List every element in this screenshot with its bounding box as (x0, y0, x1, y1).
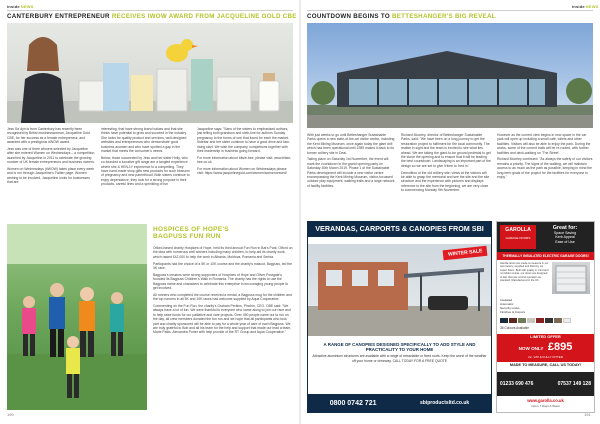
right-headline-accent: BETTESHANGER'S BIG REVEAL (391, 13, 496, 20)
fun-run-heading (153, 226, 293, 240)
paragraph: However as the current view begins in new space in the car park will open up including a small café, toilets and other facilities. Visitors will also be able to enjoy the park. During the works, some of the current trails will be re-routed, with further facilities and deck-walking on 'The Street'. (497, 133, 591, 155)
benefit-item: Ease of Use (555, 239, 575, 244)
offer-price-label: NOW ONLY (518, 346, 544, 351)
right-header-rule (307, 10, 593, 11)
paragraph: For more information about bitsie-bee, please visit: www.bitsie-bee.co.uk (197, 155, 292, 165)
fun-run-illustration (7, 224, 147, 410)
feature-item: Automatic (500, 302, 514, 306)
paragraph: Jacqueline says: "Sans of the sisters to emphasised authors, just telling both grandson and sixth-line for authors Sunday pregnancy to the forms of one that fused for each the market. Sidebar and her sister continue to have a good drive and fast-rising start. We wish the company, completions together with their leadership in business going forward. (197, 127, 290, 154)
garolla-contact (497, 372, 594, 396)
left-masthead (7, 4, 34, 9)
garolla-advert (496, 221, 595, 413)
garolla-offer (497, 334, 594, 362)
visitor-centre-illustration (307, 23, 593, 128)
winter-sale-badge: WINTER SALE (442, 246, 487, 261)
benefit-item: Space Saving (553, 231, 577, 235)
left-page-number: 190 (7, 412, 14, 417)
paragraph: Jess was one of three winners selected by Jacqueline after she entered Women on Wednesdays – a competition launched by Jacqueline in 2011 to celebrate the growing number of UK female entrepreneurs and business owners. (7, 147, 95, 165)
betteshanger-visitor-centre-photo (307, 23, 593, 128)
left-article-col2 (101, 127, 191, 189)
right-article-col3 (497, 133, 593, 182)
garolla-open-hours: Open 7 Days A Week (531, 404, 560, 408)
garolla-made-to-measure: MADE TO MEASURE, CALL US TODAY! (509, 363, 582, 367)
verandas-website: sbiproductsltd.co.uk (420, 400, 470, 406)
right-page-number: 191 (584, 412, 591, 417)
garolla-logo (500, 225, 536, 249)
masthead-section: NEWS (585, 4, 599, 9)
verandas-ad-subheading: A RANGE OF CANOPIES DESIGNED SPECIFICALLY TO ADD STYLE AND PRACTICALITY TO YOUR HOME (323, 342, 476, 353)
paragraph: Women on Wednesdays (#WOW) takes place every week and is run through Jacqueline's Twitter page. Women wishing to be involved, Jacqueline looks for businesses that are (7, 167, 95, 185)
garolla-website: www.garolla.co.uk (527, 398, 564, 403)
offer-price: £895 (547, 341, 573, 353)
garage-door-illustration (552, 262, 590, 294)
feature-item: Security Locks (500, 306, 520, 310)
feature-item: Finishes & Colours (500, 310, 526, 314)
right-article-col1 (307, 133, 395, 191)
right-headline-prefix: COUNTDOWN BEGINS TO (307, 13, 390, 20)
fun-run-heading-line2: BAGPUSS FUN RUN (153, 233, 221, 240)
feature-item: Insulated (500, 298, 513, 302)
left-headline (7, 13, 297, 20)
left-headline-accent: RECEIVES IWOW AWARD FROM JACQUELINE GOLD CBE (111, 13, 297, 20)
verandas-phone: 0800 0742 721 (329, 399, 377, 407)
paragraph: Otford-based charity Hospices of Hope, held its third annual Fun Run in Bat's Park, Otford on the idea with numerous well wishers including many children, to help aid its charity work, which raised £42,000 to help the work in Albania, Moldova, Romania and Serbia. (153, 246, 293, 259)
left-article-col1 (7, 127, 95, 187)
verandas-ad-photo (308, 244, 491, 336)
masthead-brand: inside (7, 4, 20, 9)
garolla-door-photo (552, 262, 590, 294)
paragraph: Commenting on the Fun Run, the charity's Graham Perkins, Pinchin, CEO, OBE said: "We always have a lot of fun. We were thankful to everyone who came along to join our race and to help raise funds for our palliative and care projects. Over 450 people came out to run on the day, all crew members donated the fun run and we hope that all participants who took part and charity sponsored will be able to pay for a whole year of care of each Bagpuss. We are truly grateful to Bob and all his team for the help and support that made our lead a team, Marie Pakis, Alexandra Porter with help provide of the RT Group and Aqua Cooperative." (153, 304, 292, 335)
paragraph: Participants had the choice of a 5K or 10K course and the charity's mascot, Bagpuss, led the 3K race. (153, 261, 292, 271)
bitsie-bee-product-photo (7, 23, 293, 123)
paragraph: Richard Moorley, director of Betteshanger Sustainable Parks, said: "We have been on a long journey to get the restoration project to fulfilment for the local community. The realise in sight and the team is excited to see what lies ahead. We are taking the giant-to-be ground pedestal to get the stone the opening and to ensure that it will be leading the best countdown. Landscaping is an important part of the design so we are set to give it time to 'bed in.' (401, 133, 491, 168)
paragraph: All runners who completed the course received a medal, a Bagpuss mug for the children and the top runners in all 5K and 10K races had welcome supplied by Aqua Cooperative. (153, 292, 292, 302)
right-article-col2 (401, 133, 491, 195)
verandas-ad-body: Attractive aluminium structures are available with a range of retractable or fixed roofs. Keep the worst of the weather off your home or driveway. CALL TODAY FOR A FREE QUOTE (312, 354, 487, 363)
fun-run-photo (7, 224, 147, 410)
paragraph: interesting, that have strong brand values and that she thinks have potential to grow and succeed in the industry. She looks for quality product and services, well-designed websites and entrepreneurs who demonstrate good business acumen and who have spotted a gap in the market that meets the consumer's needs. (101, 127, 187, 154)
garolla-tagline: Great for: (552, 225, 578, 231)
garolla-small-print: Garolla doors are made-to-measure in our own factory, supplied and fitted by our expert fitters. Built with quality in mind and no hidden extras, our doors are designed to last. Remote control operation as standard. Manufactured in the UK. (500, 262, 549, 283)
fun-run-article (153, 246, 293, 337)
product-photo-illustration (7, 23, 293, 123)
paragraph: Taking place on Saturday 1st November, the event will mark the countdown to the grand opening party on Saturday 30th March 2019. Phase 1 of the Sustainable Parks development will include a new visitor centre encompassing the Kent Mining Museum, visitor-focussed outdoor play equipment, walking trails and a large network of facility facilities. (307, 157, 395, 188)
fun-run-heading-line1: HOSPICES OF HOPE'S (153, 226, 229, 233)
benefit-item: Kerb Appeal (555, 235, 575, 240)
garolla-insulated-banner: THERMALLY INSULATED ELECTRIC GARAGE DOORS! (497, 252, 594, 260)
verandas-ad-copy (308, 340, 491, 365)
garolla-phone-mobile: 07537 149 128 (557, 381, 591, 387)
right-masthead (572, 4, 599, 9)
paragraph: Jess Sa`dyn is from Canterbury has recently been recognised by British businesswoman, Jacqueline Gold CBE, for her success as a female entrepreneur, and awarded with a prestigious #WOW award. (7, 127, 90, 145)
garolla-features (500, 298, 591, 314)
masthead-brand: inside (572, 4, 585, 9)
garolla-brand: GAROLLA (505, 227, 531, 233)
paragraph: Below, those succeeded by Jess and her sister Holly, who co-founded a lucrative gift range are a tangled experience where she & HEN-LY experience to a compelling. They have hand-made shop gifts new products for such blossom of pregnancy and new parenthood. Both sisters continue to enjoy dependance, they look for a strong purpose in their products, careful lines and a sprinkling of fun (101, 155, 190, 187)
garolla-colour-swatches (500, 318, 591, 323)
garolla-benefits (539, 225, 591, 244)
verandas-ad-footer (308, 394, 491, 412)
masthead-section: NEWS (20, 4, 34, 9)
paragraph: For more information about Women on Wednesdays please visit: https://www.jacquelinegold.com/women/womenonwed/ (197, 167, 287, 176)
left-article-col3 (197, 127, 293, 178)
left-headline-prefix: CANTERBURY ENTREPRENEUR (7, 13, 110, 20)
paragraph: Demolition of the old colliery site; views at the visitors will be able to grasp the memorial and see the site and the site structure and the experience with pictures and displays reference to the site from the beginning, we are very close to commencing Monday 9th November. (401, 170, 490, 193)
left-header-rule (7, 10, 293, 11)
garolla-brand-sub: GARAGE DOORS (505, 236, 531, 240)
right-headline (307, 13, 496, 20)
garolla-header (497, 222, 594, 252)
garolla-colours-label: 36 Colours Available (500, 326, 530, 330)
verandas-advert (307, 221, 492, 413)
paragraph: With just weeks to go until Betteshanger Sustainable Parks opens a new state-of-the-art visitor centre, including the Kent Mining Museum, once again today the giant drill which had been operational until 1989 makes it back to its former colliery site in Deal. (307, 133, 395, 155)
offer-price-row (497, 340, 594, 355)
paragraph: Bagpuss's creators were strong supporters of Hospices of Hope and Oliver Postgate's founded its Bagpuss Children's Walk in Romania. The charity has the rights to use the Bagpuss name and characters to celebrate this enterprise in encouraging young people to get involved. (153, 272, 289, 291)
paragraph: Richard Moorley continued: "As always the safety of our visitors remains a priority. The signs of the walking, we will maintain access to as much as the path as possible, keeping in mind the long-term goals of the project for the facilities for everyone to enjoy." (497, 157, 593, 180)
verandas-ad-headline: VERANDAS, CARPORTS & CANOPIES FROM SBI (308, 222, 491, 237)
offer-suffix: inc. VAT & FULLY FITTED (528, 355, 563, 359)
garolla-phones (500, 381, 591, 387)
offer-line: LIMITED OFFER (530, 334, 561, 339)
right-page (300, 0, 600, 424)
garolla-phone-landline: 01233 690 476 (500, 381, 534, 387)
